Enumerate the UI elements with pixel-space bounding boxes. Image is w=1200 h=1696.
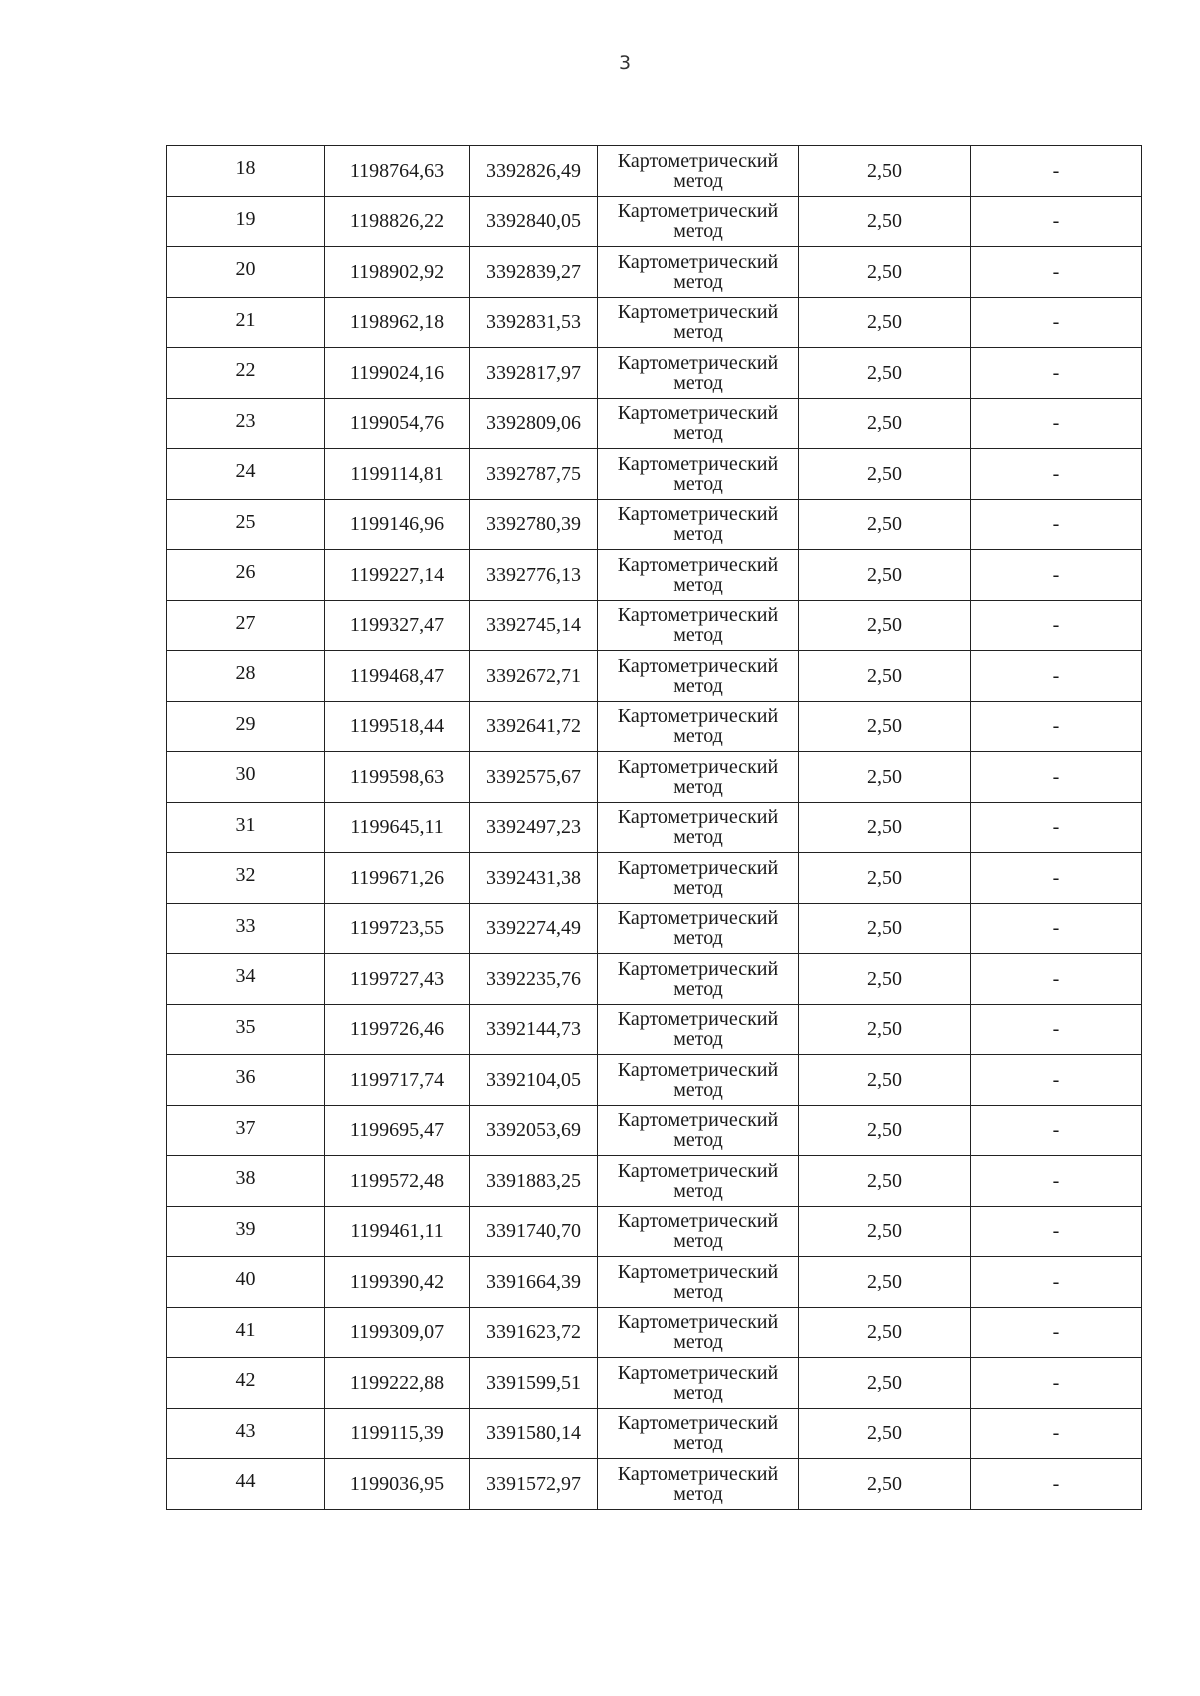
method-cell <box>598 297 799 348</box>
accuracy-cell: 2,50 <box>799 297 971 348</box>
note-cell: - <box>971 651 1142 702</box>
method-line-1: Картометрический <box>617 1361 779 1384</box>
note-cell: - <box>971 196 1142 247</box>
x-coordinate-cell: 1199671,26 <box>325 853 470 904</box>
x-coordinate-cell: 1199723,55 <box>325 903 470 954</box>
method-cell <box>598 1004 799 1055</box>
method-cell <box>598 1156 799 1207</box>
note-cell: - <box>971 1459 1142 1510</box>
method-cell <box>598 1459 799 1510</box>
method-line-2: метод <box>673 1179 723 1202</box>
y-coordinate-cell: 3392641,72 <box>470 701 598 752</box>
point-number-cell: 44 <box>167 1459 325 1510</box>
method-cell <box>598 701 799 752</box>
table-row <box>167 853 1142 904</box>
method-line-1: Картометрический <box>617 907 779 930</box>
accuracy-cell: 2,50 <box>799 651 971 702</box>
accuracy-cell: 2,50 <box>799 853 971 904</box>
accuracy-cell: 2,50 <box>799 1055 971 1106</box>
method-line-1: Картометрический <box>617 1311 779 1334</box>
method-line-1: Картометрический <box>617 452 779 475</box>
point-number-cell: 18 <box>167 146 325 197</box>
table-row <box>167 1358 1142 1409</box>
method-line-2: метод <box>673 169 723 192</box>
accuracy-cell: 2,50 <box>799 1206 971 1257</box>
method-cell <box>598 853 799 904</box>
method-cell <box>598 499 799 550</box>
method-cell <box>598 954 799 1005</box>
point-number-cell: 37 <box>167 1105 325 1156</box>
y-coordinate-cell: 3392144,73 <box>470 1004 598 1055</box>
method-cell <box>598 196 799 247</box>
x-coordinate-cell: 1199222,88 <box>325 1358 470 1409</box>
note-cell: - <box>971 954 1142 1005</box>
method-cell <box>598 146 799 197</box>
point-number-cell: 25 <box>167 499 325 550</box>
table-row <box>167 1459 1142 1510</box>
y-coordinate-cell: 3392809,06 <box>470 398 598 449</box>
y-coordinate-cell: 3392672,71 <box>470 651 598 702</box>
page-number: 3 <box>618 52 632 74</box>
method-line-2: метод <box>673 270 723 293</box>
accuracy-cell: 2,50 <box>799 903 971 954</box>
method-line-2: метод <box>673 1432 723 1455</box>
y-coordinate-cell: 3392826,49 <box>470 146 598 197</box>
point-number-cell: 39 <box>167 1206 325 1257</box>
y-coordinate-cell: 3392274,49 <box>470 903 598 954</box>
y-coordinate-cell: 3391664,39 <box>470 1257 598 1308</box>
y-coordinate-cell: 3392787,75 <box>470 449 598 500</box>
method-line-1: Картометрический <box>617 856 779 879</box>
table-row <box>167 802 1142 853</box>
table-row <box>167 196 1142 247</box>
table-row <box>167 146 1142 197</box>
method-line-1: Картометрический <box>617 149 779 172</box>
point-number-cell: 40 <box>167 1257 325 1308</box>
x-coordinate-cell: 1199717,74 <box>325 1055 470 1106</box>
table-row <box>167 1206 1142 1257</box>
method-line-2: метод <box>673 1078 723 1101</box>
method-line-1: Картометрический <box>617 301 779 324</box>
method-line-1: Картометрический <box>617 351 779 374</box>
table-row <box>167 752 1142 803</box>
point-number-cell: 42 <box>167 1358 325 1409</box>
x-coordinate-cell: 1198764,63 <box>325 146 470 197</box>
x-coordinate-cell: 1198826,22 <box>325 196 470 247</box>
method-cell <box>598 1055 799 1106</box>
note-cell: - <box>971 1055 1142 1106</box>
method-line-2: метод <box>673 876 723 899</box>
table-row <box>167 398 1142 449</box>
point-number-cell: 32 <box>167 853 325 904</box>
method-cell <box>598 1257 799 1308</box>
point-number-cell: 24 <box>167 449 325 500</box>
point-number-cell: 30 <box>167 752 325 803</box>
table-row <box>167 903 1142 954</box>
method-line-2: метод <box>673 1381 723 1404</box>
method-line-2: метод <box>673 927 723 950</box>
accuracy-cell: 2,50 <box>799 247 971 298</box>
table-row <box>167 550 1142 601</box>
accuracy-cell: 2,50 <box>799 1257 971 1308</box>
table-row <box>167 1408 1142 1459</box>
table-row <box>167 954 1142 1005</box>
method-cell <box>598 1408 799 1459</box>
method-line-1: Картометрический <box>617 654 779 677</box>
table-row <box>167 701 1142 752</box>
x-coordinate-cell: 1199024,16 <box>325 348 470 399</box>
accuracy-cell: 2,50 <box>799 954 971 1005</box>
note-cell: - <box>971 297 1142 348</box>
coordinates-table <box>166 145 1142 1510</box>
accuracy-cell: 2,50 <box>799 449 971 500</box>
y-coordinate-cell: 3391580,14 <box>470 1408 598 1459</box>
point-number-cell: 29 <box>167 701 325 752</box>
method-line-1: Картометрический <box>617 250 779 273</box>
method-line-2: метод <box>673 523 723 546</box>
x-coordinate-cell: 1199572,48 <box>325 1156 470 1207</box>
note-cell: - <box>971 146 1142 197</box>
x-coordinate-cell: 1199114,81 <box>325 449 470 500</box>
x-coordinate-cell: 1199461,11 <box>325 1206 470 1257</box>
accuracy-cell: 2,50 <box>799 398 971 449</box>
method-cell <box>598 651 799 702</box>
point-number-cell: 35 <box>167 1004 325 1055</box>
method-cell <box>598 348 799 399</box>
point-number-cell: 38 <box>167 1156 325 1207</box>
method-line-2: метод <box>673 573 723 596</box>
note-cell: - <box>971 600 1142 651</box>
table-row <box>167 499 1142 550</box>
y-coordinate-cell: 3391623,72 <box>470 1307 598 1358</box>
method-line-1: Картометрический <box>617 200 779 223</box>
point-number-cell: 21 <box>167 297 325 348</box>
note-cell: - <box>971 752 1142 803</box>
note-cell: - <box>971 1307 1142 1358</box>
method-line-1: Картометрический <box>617 1058 779 1081</box>
y-coordinate-cell: 3392745,14 <box>470 600 598 651</box>
method-line-2: метод <box>673 371 723 394</box>
y-coordinate-cell: 3392497,23 <box>470 802 598 853</box>
note-cell: - <box>971 398 1142 449</box>
x-coordinate-cell: 1199309,07 <box>325 1307 470 1358</box>
method-line-1: Картометрический <box>617 1159 779 1182</box>
table-row <box>167 297 1142 348</box>
point-number-cell: 22 <box>167 348 325 399</box>
point-number-cell: 26 <box>167 550 325 601</box>
y-coordinate-cell: 3392053,69 <box>470 1105 598 1156</box>
method-cell <box>598 398 799 449</box>
method-line-1: Картометрический <box>617 1008 779 1031</box>
table-row <box>167 600 1142 651</box>
point-number-cell: 23 <box>167 398 325 449</box>
method-line-1: Картометрический <box>617 1412 779 1435</box>
method-line-2: метод <box>673 472 723 495</box>
y-coordinate-cell: 3392831,53 <box>470 297 598 348</box>
method-cell <box>598 903 799 954</box>
accuracy-cell: 2,50 <box>799 1459 971 1510</box>
method-cell <box>598 1105 799 1156</box>
point-number-cell: 20 <box>167 247 325 298</box>
method-cell <box>598 600 799 651</box>
point-number-cell: 28 <box>167 651 325 702</box>
x-coordinate-cell: 1199036,95 <box>325 1459 470 1510</box>
table-row <box>167 1055 1142 1106</box>
note-cell: - <box>971 449 1142 500</box>
method-line-1: Картометрический <box>617 957 779 980</box>
point-number-cell: 43 <box>167 1408 325 1459</box>
method-line-1: Картометрический <box>617 1109 779 1132</box>
x-coordinate-cell: 1199695,47 <box>325 1105 470 1156</box>
method-line-2: метод <box>673 775 723 798</box>
y-coordinate-cell: 3392817,97 <box>470 348 598 399</box>
accuracy-cell: 2,50 <box>799 196 971 247</box>
accuracy-cell: 2,50 <box>799 499 971 550</box>
point-number-cell: 19 <box>167 196 325 247</box>
method-line-1: Картометрический <box>617 553 779 576</box>
method-line-1: Картометрический <box>617 806 779 829</box>
method-line-1: Картометрический <box>617 1210 779 1233</box>
method-line-2: метод <box>673 624 723 647</box>
note-cell: - <box>971 1004 1142 1055</box>
note-cell: - <box>971 1408 1142 1459</box>
table-row <box>167 1307 1142 1358</box>
note-cell: - <box>971 1105 1142 1156</box>
table-row <box>167 651 1142 702</box>
method-cell <box>598 1307 799 1358</box>
note-cell: - <box>971 903 1142 954</box>
accuracy-cell: 2,50 <box>799 600 971 651</box>
table-row <box>167 1257 1142 1308</box>
method-line-2: метод <box>673 1028 723 1051</box>
point-number-cell: 34 <box>167 954 325 1005</box>
x-coordinate-cell: 1199726,46 <box>325 1004 470 1055</box>
note-cell: - <box>971 802 1142 853</box>
y-coordinate-cell: 3392776,13 <box>470 550 598 601</box>
x-coordinate-cell: 1198962,18 <box>325 297 470 348</box>
table-row <box>167 1156 1142 1207</box>
accuracy-cell: 2,50 <box>799 752 971 803</box>
method-line-2: метод <box>673 1230 723 1253</box>
y-coordinate-cell: 3391740,70 <box>470 1206 598 1257</box>
note-cell: - <box>971 1358 1142 1409</box>
point-number-cell: 31 <box>167 802 325 853</box>
accuracy-cell: 2,50 <box>799 1004 971 1055</box>
accuracy-cell: 2,50 <box>799 1105 971 1156</box>
accuracy-cell: 2,50 <box>799 1408 971 1459</box>
table-row <box>167 449 1142 500</box>
note-cell: - <box>971 1257 1142 1308</box>
y-coordinate-cell: 3391883,25 <box>470 1156 598 1207</box>
method-line-2: метод <box>673 1331 723 1354</box>
method-line-2: метод <box>673 422 723 445</box>
note-cell: - <box>971 247 1142 298</box>
x-coordinate-cell: 1198902,92 <box>325 247 470 298</box>
x-coordinate-cell: 1199468,47 <box>325 651 470 702</box>
x-coordinate-cell: 1199327,47 <box>325 600 470 651</box>
accuracy-cell: 2,50 <box>799 348 971 399</box>
x-coordinate-cell: 1199146,96 <box>325 499 470 550</box>
method-line-1: Картометрический <box>617 1462 779 1485</box>
method-line-1: Картометрический <box>617 503 779 526</box>
table-row <box>167 348 1142 399</box>
method-line-1: Картометрический <box>617 604 779 627</box>
x-coordinate-cell: 1199645,11 <box>325 802 470 853</box>
method-line-2: метод <box>673 674 723 697</box>
y-coordinate-cell: 3392235,76 <box>470 954 598 1005</box>
accuracy-cell: 2,50 <box>799 550 971 601</box>
accuracy-cell: 2,50 <box>799 146 971 197</box>
note-cell: - <box>971 701 1142 752</box>
y-coordinate-cell: 3392839,27 <box>470 247 598 298</box>
y-coordinate-cell: 3392575,67 <box>470 752 598 803</box>
method-cell <box>598 752 799 803</box>
x-coordinate-cell: 1199115,39 <box>325 1408 470 1459</box>
y-coordinate-cell: 3392431,38 <box>470 853 598 904</box>
x-coordinate-cell: 1199054,76 <box>325 398 470 449</box>
note-cell: - <box>971 853 1142 904</box>
table-row <box>167 1105 1142 1156</box>
y-coordinate-cell: 3392104,05 <box>470 1055 598 1106</box>
method-line-2: метод <box>673 977 723 1000</box>
accuracy-cell: 2,50 <box>799 1307 971 1358</box>
x-coordinate-cell: 1199227,14 <box>325 550 470 601</box>
x-coordinate-cell: 1199598,63 <box>325 752 470 803</box>
point-number-cell: 41 <box>167 1307 325 1358</box>
method-line-2: метод <box>673 826 723 849</box>
accuracy-cell: 2,50 <box>799 701 971 752</box>
method-line-1: Картометрический <box>617 402 779 425</box>
method-line-2: метод <box>673 321 723 344</box>
y-coordinate-cell: 3392840,05 <box>470 196 598 247</box>
method-line-2: метод <box>673 220 723 243</box>
table-row <box>167 247 1142 298</box>
accuracy-cell: 2,50 <box>799 802 971 853</box>
method-line-1: Картометрический <box>617 705 779 728</box>
accuracy-cell: 2,50 <box>799 1358 971 1409</box>
method-line-1: Картометрический <box>617 1260 779 1283</box>
method-line-2: метод <box>673 1280 723 1303</box>
point-number-cell: 33 <box>167 903 325 954</box>
method-cell <box>598 247 799 298</box>
method-cell <box>598 550 799 601</box>
x-coordinate-cell: 1199727,43 <box>325 954 470 1005</box>
method-cell <box>598 1206 799 1257</box>
note-cell: - <box>971 1206 1142 1257</box>
coordinates-table-body <box>167 146 1142 1510</box>
x-coordinate-cell: 1199390,42 <box>325 1257 470 1308</box>
point-number-cell: 27 <box>167 600 325 651</box>
table-row <box>167 1004 1142 1055</box>
note-cell: - <box>971 499 1142 550</box>
y-coordinate-cell: 3391599,51 <box>470 1358 598 1409</box>
y-coordinate-cell: 3392780,39 <box>470 499 598 550</box>
note-cell: - <box>971 348 1142 399</box>
y-coordinate-cell: 3391572,97 <box>470 1459 598 1510</box>
point-number-cell: 36 <box>167 1055 325 1106</box>
accuracy-cell: 2,50 <box>799 1156 971 1207</box>
method-cell <box>598 1358 799 1409</box>
x-coordinate-cell: 1199518,44 <box>325 701 470 752</box>
method-line-2: метод <box>673 1482 723 1505</box>
method-line-1: Картометрический <box>617 755 779 778</box>
note-cell: - <box>971 550 1142 601</box>
method-line-2: метод <box>673 1129 723 1152</box>
method-cell <box>598 449 799 500</box>
method-cell <box>598 802 799 853</box>
method-line-2: метод <box>673 725 723 748</box>
note-cell: - <box>971 1156 1142 1207</box>
